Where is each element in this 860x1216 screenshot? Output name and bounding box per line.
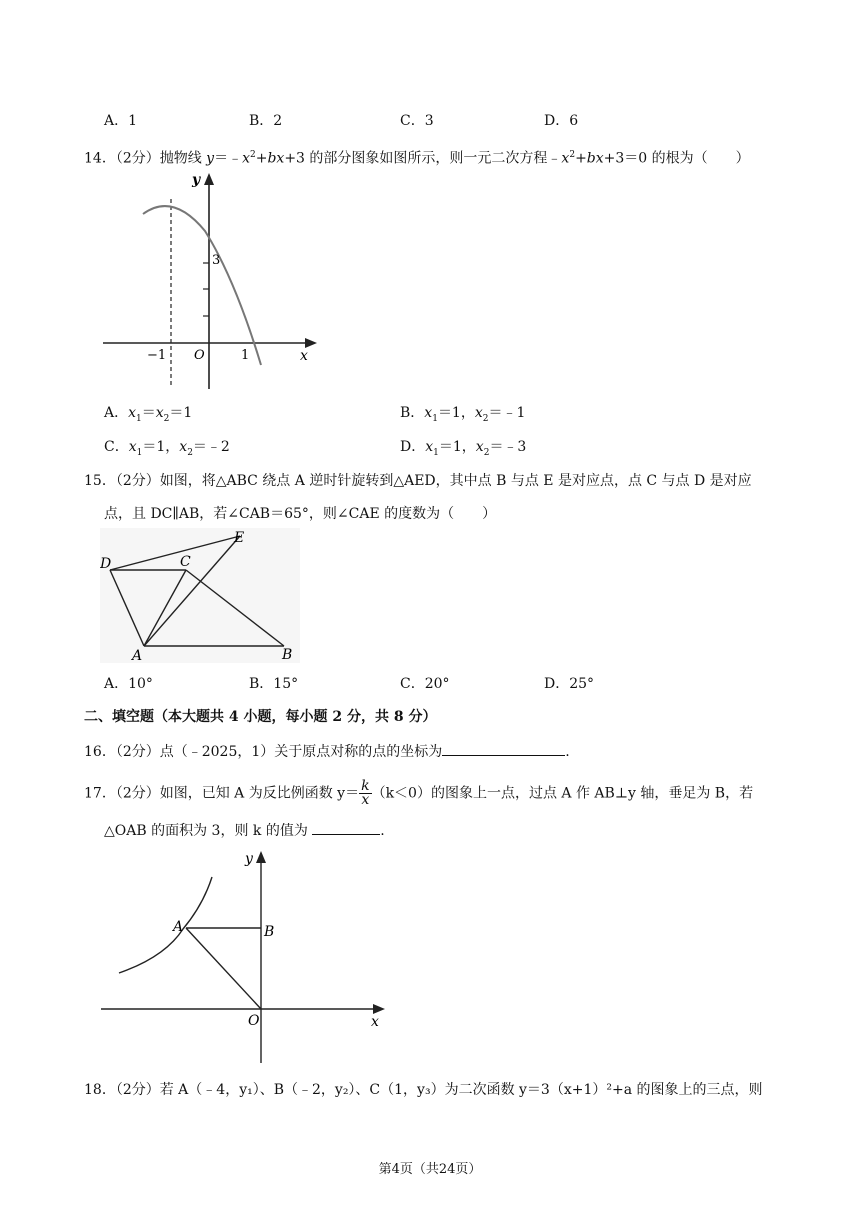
q17-inverse-function-figure [95, 845, 395, 1065]
q15-option-b: B．15° [249, 676, 299, 692]
y-axis-label: y [192, 172, 201, 188]
point-a-label: A [173, 919, 184, 935]
y-axis-arrow [256, 851, 266, 863]
origin-label: O [248, 1013, 260, 1029]
q15-stem-line2: 点，且 DC∥AB，若∠CAB＝65°，则∠CAE 的度数为（ ） [104, 506, 497, 522]
point-c-label: C [180, 554, 191, 570]
y-axis-label: y [245, 851, 253, 867]
point-d-label: D [100, 556, 112, 572]
q14-stem: 14．（2分）抛物线 $y=﹣x^2+bx+3$ 的部分图象如图所示，则一元二次方程$﹣x^2+bx+3=0$ 的根为（ ） [84, 150, 750, 167]
q17-answer-blank[interactable] [312, 820, 380, 835]
q15-option-c: C．20° [400, 676, 450, 692]
q15-option-d: D．25° [544, 676, 595, 692]
q16-stem: 16．（2分）点（﹣2025，1）关于原点对称的点的坐标为 . [84, 741, 790, 762]
q14-option-b: B．$x_1=1$，$x_2=﹣1$ [400, 405, 526, 424]
x-axis-label: x [371, 1014, 379, 1030]
point-a-label: A [132, 648, 143, 663]
q16-answer-blank[interactable] [442, 741, 565, 756]
section-2-heading: 二、填空题（本大题共 4 小题，每小题 2 分，共 8 分） [84, 709, 437, 725]
q13-option-a: A．1 [104, 113, 138, 129]
q14-option-a: A．$x_1=x_2=1$ [104, 405, 193, 424]
q15-rotation-figure [100, 528, 300, 663]
label-3: 3 [212, 253, 221, 268]
q13-option-c: C．3 [400, 113, 434, 129]
q18-stem: 18．（2分）若 A（﹣4，y₁）、B（﹣2，y₂）、C（1，y₃）为二次函数 y＝3（x+1）²+a 的图象上的三点，则 [84, 1082, 763, 1098]
q14-option-c: C．$x_1=1$，$x_2=﹣2$ [104, 439, 230, 458]
hyperbola-curve [119, 877, 212, 973]
q13-option-d: D．6 [544, 113, 579, 129]
q15-option-a: A．10° [104, 676, 153, 692]
q17-stem-line2: △OAB 的面积为 3，则 k 的值为 . [104, 820, 790, 841]
label-minus-1: −1 [147, 348, 167, 363]
q13-option-b: B．2 [249, 113, 283, 129]
q14-parabola-figure [95, 167, 335, 392]
x-axis-label: x [300, 348, 308, 364]
label-origin: O [194, 348, 205, 363]
label-1: 1 [241, 348, 250, 363]
q14-option-d: D．$x_1=1$，$x_2=﹣3$ [400, 439, 527, 458]
page-footer: 第4页（共24页） [378, 1162, 482, 1177]
point-e-label: E [234, 530, 245, 546]
point-b-label: B [282, 647, 293, 663]
point-b-label: B [264, 924, 275, 940]
q15-stem-line1: 15．（2分）如图，将△ABC 绕点 A 逆时针旋转到△AED，其中点 B 与点 E 是对应点，点 C 与点 D 是对应 [84, 473, 752, 489]
q17-fraction: $\frac{k}{x}$ [361, 778, 370, 808]
q17-stem-line1: 17．（2分）如图，已知 A 为反比例函数 y＝ $\frac{k}{x}$ （k＜0）的图象上一点，过点 A 作 AB⊥y 轴，垂足为 B，若 [84, 778, 754, 808]
x-axis-arrow [373, 1004, 385, 1014]
